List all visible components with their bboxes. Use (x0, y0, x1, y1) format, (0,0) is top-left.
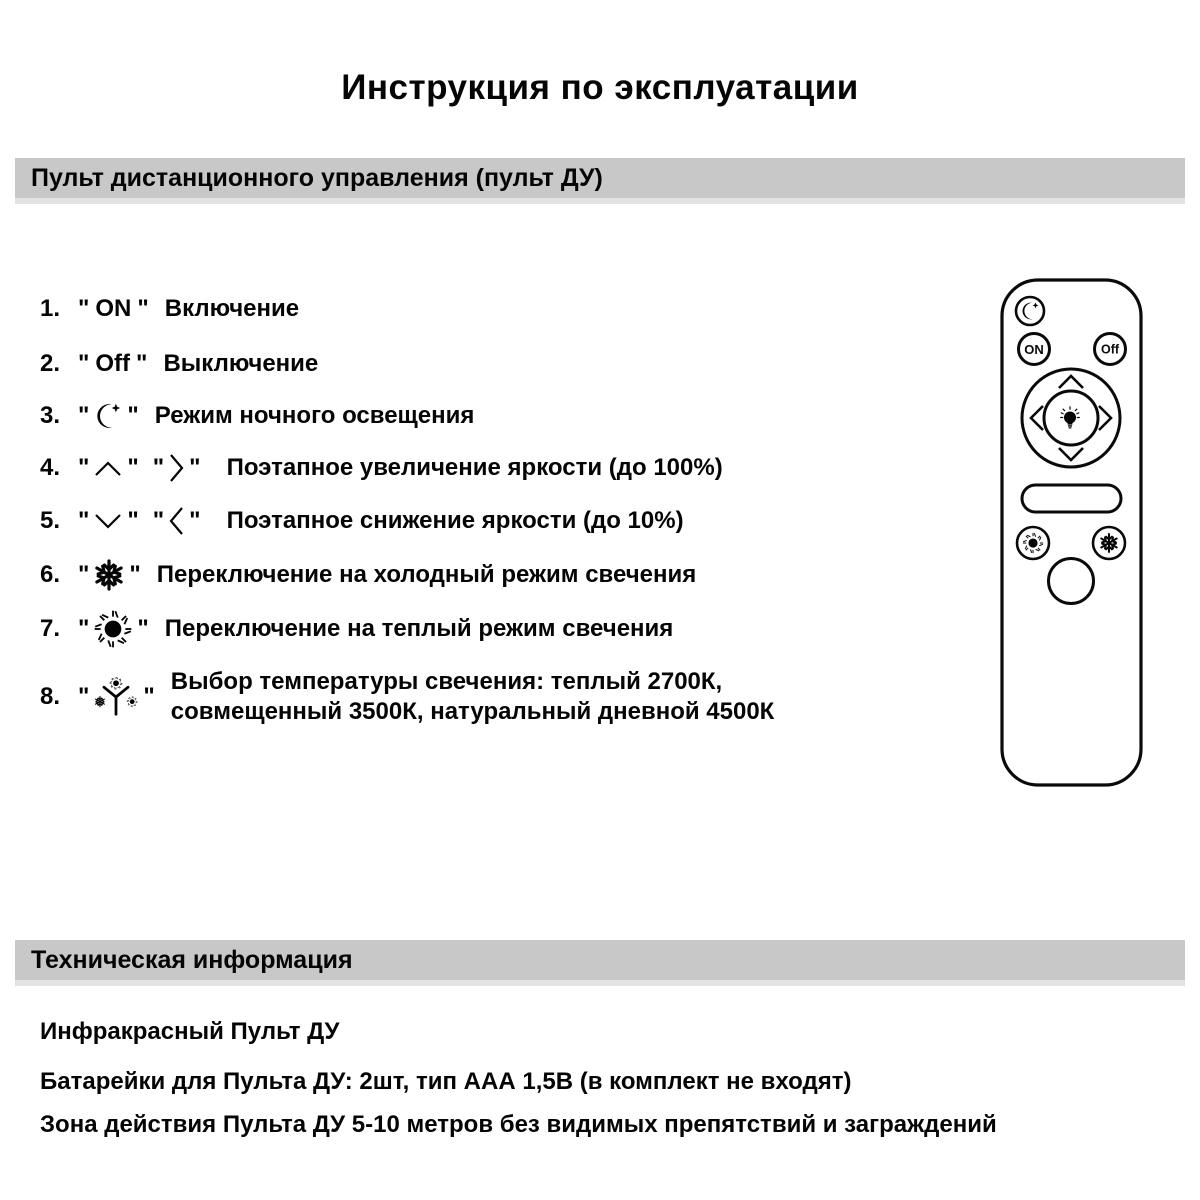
item-label: Переключение на холодный режим свечения (156, 561, 697, 588)
quote-mark: " (189, 507, 201, 534)
cold-mode-button (1093, 527, 1125, 559)
item-number: 6. (40, 561, 61, 588)
quote-mark: " (78, 295, 90, 322)
moon-icon (93, 401, 123, 431)
item-label: Включение (164, 295, 300, 322)
quote-mark: " (78, 561, 90, 588)
quote-mark: " (137, 615, 149, 642)
item-number: 8. (40, 683, 61, 710)
page-title: Инструкция по эксплуатации (341, 68, 859, 107)
off-button (1095, 334, 1126, 365)
item-label-line2: совмещенный 3500К, натуральный дневной 4500К (170, 698, 775, 725)
list-item-temperature-select (40, 662, 774, 732)
dpad-brightness (1022, 369, 1120, 467)
item-number: 4. (40, 454, 61, 481)
quote-mark: " (189, 454, 201, 481)
quote-mark: " (137, 295, 149, 322)
round-button (1049, 559, 1094, 604)
section-header-remote-label: Пульт дистанционного управления (пульт ДУ) (31, 163, 603, 192)
tech-info-line: Зона действия Пульта ДУ 5-10 метров без видимых препятствий и заграждений (40, 1111, 997, 1138)
item-label: Переключение на теплый режим свечения (164, 615, 674, 642)
list-item-night-mode (40, 394, 474, 438)
quote-mark: " (78, 507, 90, 534)
quote-mark: " (78, 615, 90, 642)
night-mode-button (1016, 297, 1044, 325)
temperature-select-icon (93, 676, 139, 718)
quote-mark: " (78, 683, 90, 710)
list-item-on (40, 287, 299, 331)
quote-mark: " (78, 402, 90, 429)
quote-mark: " (78, 350, 90, 377)
item-label (171, 667, 775, 727)
quote-mark: " (152, 507, 165, 534)
remote-control-illustration (1000, 278, 1143, 787)
item-label: Поэтапное увеличение яркости (до 100%) (226, 454, 723, 481)
chevron-down-icon (93, 513, 123, 530)
list-item-cold-mode (40, 553, 696, 597)
sun-icon (93, 609, 133, 649)
item-number: 3. (40, 402, 61, 429)
item-number: 5. (40, 507, 61, 534)
item-number: 1. (40, 295, 61, 322)
quote-mark: " (129, 561, 141, 588)
list-item-warm-mode (40, 607, 673, 651)
section-header-technical-label: Техническая информация (31, 945, 353, 974)
list-item-off (40, 342, 318, 386)
list-item-brightness-up (40, 446, 723, 490)
quote-mark: " (127, 402, 139, 429)
tech-info-line: Инфракрасный Пульт ДУ (40, 1018, 340, 1045)
sun-icon (1023, 533, 1043, 553)
svg-text:ON: ON (1024, 342, 1044, 357)
svg-text:Off: Off (1100, 342, 1120, 357)
button-name: ON (95, 295, 132, 322)
section-header-technical (15, 940, 1185, 986)
chevron-up-icon (93, 460, 123, 477)
tech-info-line: Батарейки для Пульта ДУ: 2шт, тип ААА 1,5В (в комплект не входят) (40, 1068, 852, 1095)
button-name: Off (95, 350, 131, 377)
preset-pill-button (1022, 485, 1121, 512)
item-label-line1: Выбор температуры свечения: теплый 2700К, (170, 668, 723, 695)
on-button (1019, 334, 1050, 365)
list-item-brightness-down (40, 499, 684, 543)
quote-mark: " (143, 683, 155, 710)
item-label: Режим ночного освещения (154, 402, 475, 429)
quote-mark: " (127, 507, 139, 534)
warm-mode-button (1017, 527, 1049, 559)
item-label: Поэтапное снижение яркости (до 10%) (226, 507, 684, 534)
chevron-left-icon (168, 505, 185, 537)
item-label: Выключение (163, 350, 319, 377)
quote-mark: " (136, 350, 148, 377)
chevron-right-icon (168, 452, 185, 484)
snowflake-icon (93, 559, 125, 591)
quote-mark: " (127, 454, 139, 481)
item-number: 7. (40, 615, 61, 642)
item-number: 2. (40, 350, 61, 377)
section-header-remote (15, 158, 1185, 204)
quote-mark: " (78, 454, 90, 481)
quote-mark: " (152, 454, 165, 481)
